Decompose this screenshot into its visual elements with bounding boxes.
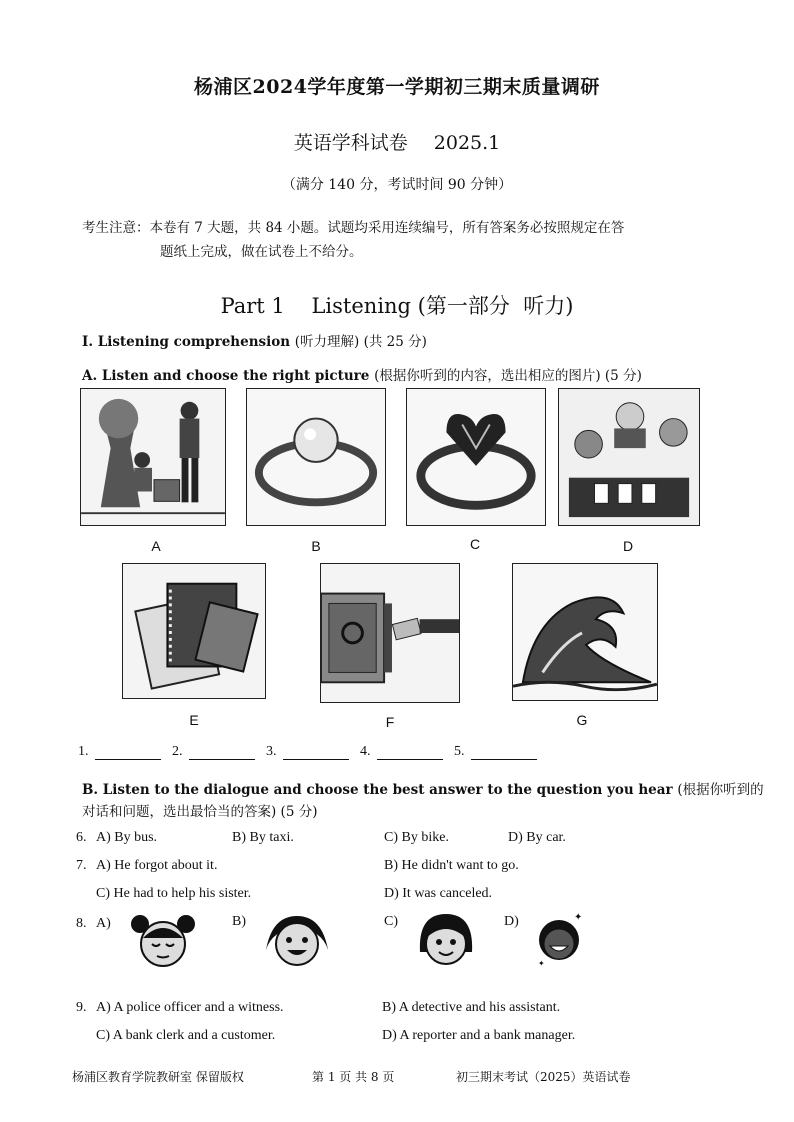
picture-f-label: F	[385, 714, 395, 730]
blank-5[interactable]	[454, 744, 537, 760]
q6-option-b[interactable]: B) By taxi.	[232, 830, 294, 845]
blank-3-num: 3.	[266, 744, 277, 759]
exam-date: 2025.1	[433, 132, 501, 154]
exam-subtitle	[0, 128, 794, 155]
answer-blanks	[78, 744, 545, 760]
blank-4[interactable]	[360, 744, 443, 760]
q9-option-d[interactable]: D) A reporter and a bank manager.	[382, 1028, 576, 1043]
section-heading-a	[82, 364, 642, 384]
section-a-cn: (根据你听到的内容，选出相应的图片) (5 分)	[374, 368, 642, 384]
q8-option-a[interactable]: A)	[96, 916, 111, 931]
blank-3-line[interactable]	[283, 745, 349, 760]
exam-title: 杨浦区2024学年度第一学期初三期末质量调研	[194, 76, 600, 98]
question-7-number: 7.	[76, 858, 87, 873]
picture-c-label: C	[469, 536, 481, 552]
blank-2-line[interactable]	[189, 745, 255, 760]
q7-option-c[interactable]: C) He had to help his sister.	[96, 886, 252, 901]
blank-2-num: 2.	[172, 744, 183, 759]
q6-option-d[interactable]: D) By car.	[508, 830, 566, 845]
footer-exam-name: 初三期末考试（2025）英语试卷	[456, 1070, 631, 1084]
laughing-curly-hair-face-icon[interactable]	[536, 910, 582, 968]
question-8-number: 8.	[76, 916, 87, 931]
picture-d-frame	[558, 388, 700, 526]
question-6-number: 6.	[76, 830, 87, 845]
safe-money-image	[321, 564, 459, 702]
q6-option-a[interactable]: A) By bus.	[96, 830, 158, 845]
section-1-en: I. Listening comprehension	[82, 334, 295, 350]
picture-a-frame	[80, 388, 226, 526]
q8-option-c[interactable]: C)	[384, 914, 398, 929]
picture-g-frame	[512, 563, 658, 701]
section-heading-b	[82, 778, 764, 798]
wave-image	[513, 564, 657, 700]
blank-1[interactable]	[78, 744, 161, 760]
section-heading-1	[82, 330, 427, 350]
section-b-cn: (根据你听到的	[677, 782, 764, 798]
svg-text:✦: ✦	[538, 959, 545, 968]
section-a-en: A. Listen and choose the right picture	[82, 368, 375, 384]
blank-4-num: 4.	[360, 744, 371, 759]
garden-scene-image	[81, 389, 225, 525]
blank-5-num: 5.	[454, 744, 465, 759]
q9-option-b[interactable]: B) A detective and his assistant.	[382, 1000, 561, 1015]
notice-line-2: 题纸上完成，做在试卷上不给分。	[160, 244, 363, 260]
picture-c-frame	[406, 388, 546, 526]
picture-d-label: D	[622, 538, 634, 554]
picture-e-label: E	[189, 712, 199, 728]
score-info: （满分 140 分，考试时间 90 分钟）	[281, 177, 513, 193]
q8-option-b[interactable]: B)	[232, 914, 246, 929]
girl-with-bangs-face-icon[interactable]	[414, 908, 478, 970]
section-1-cn: (听力理解) (共 25 分)	[294, 334, 427, 350]
part-title: Part 1 Listening (第一部分 听力)	[220, 294, 574, 318]
sleeping-girl-face-icon[interactable]	[130, 910, 196, 970]
picture-a-label: A	[151, 538, 161, 554]
blank-5-line[interactable]	[471, 745, 537, 760]
footer-page-number: 第 1 页 共 8 页	[312, 1070, 395, 1084]
q7-option-b[interactable]: B) He didn't want to go.	[384, 858, 519, 873]
question-9-number: 9.	[76, 1000, 87, 1015]
picture-g-label: G	[576, 712, 588, 728]
exam-notice	[82, 216, 722, 264]
picture-b-label: B	[311, 538, 321, 554]
smiling-girl-face-icon[interactable]	[262, 910, 332, 970]
blank-1-num: 1.	[78, 744, 89, 759]
picture-f-frame	[320, 563, 460, 703]
section-b-line-2	[82, 800, 317, 820]
q7-option-a[interactable]: A) He forgot about it.	[96, 858, 218, 873]
q7-option-d[interactable]: D) It was canceled.	[384, 886, 493, 901]
subject-label: 英语学科试卷	[293, 132, 408, 154]
notebooks-image	[123, 564, 265, 698]
q9-option-c[interactable]: C) A bank clerk and a customer.	[96, 1028, 276, 1043]
card-game-image	[559, 389, 699, 525]
heart-ring-image	[407, 389, 545, 525]
q9-option-a[interactable]: A) A police officer and a witness.	[96, 1000, 284, 1015]
svg-text:✦: ✦	[574, 912, 582, 923]
picture-e-frame	[122, 563, 266, 699]
q8-option-d[interactable]: D)	[504, 914, 519, 929]
footer-copyright: 杨浦区教育学院教研室 保留版权	[72, 1070, 244, 1084]
q6-option-c[interactable]: C) By bike.	[384, 830, 449, 845]
section-b-line-2-text: 对话和问题，选出最恰当的答案) (5 分)	[82, 804, 318, 820]
blank-4-line[interactable]	[377, 745, 443, 760]
blank-1-line[interactable]	[95, 745, 161, 760]
section-b-en: B. Listen to the dialogue and choose the best answer to the question you hear	[82, 782, 678, 798]
notice-line-1: 考生注意：本卷有 7 大题，共 84 小题。试题均采用连续编号，所有答案务必按照规定在答	[82, 220, 625, 236]
pearl-ring-image	[247, 389, 385, 525]
blank-2[interactable]	[172, 744, 255, 760]
picture-b-frame	[246, 388, 386, 526]
blank-3[interactable]	[266, 744, 349, 760]
